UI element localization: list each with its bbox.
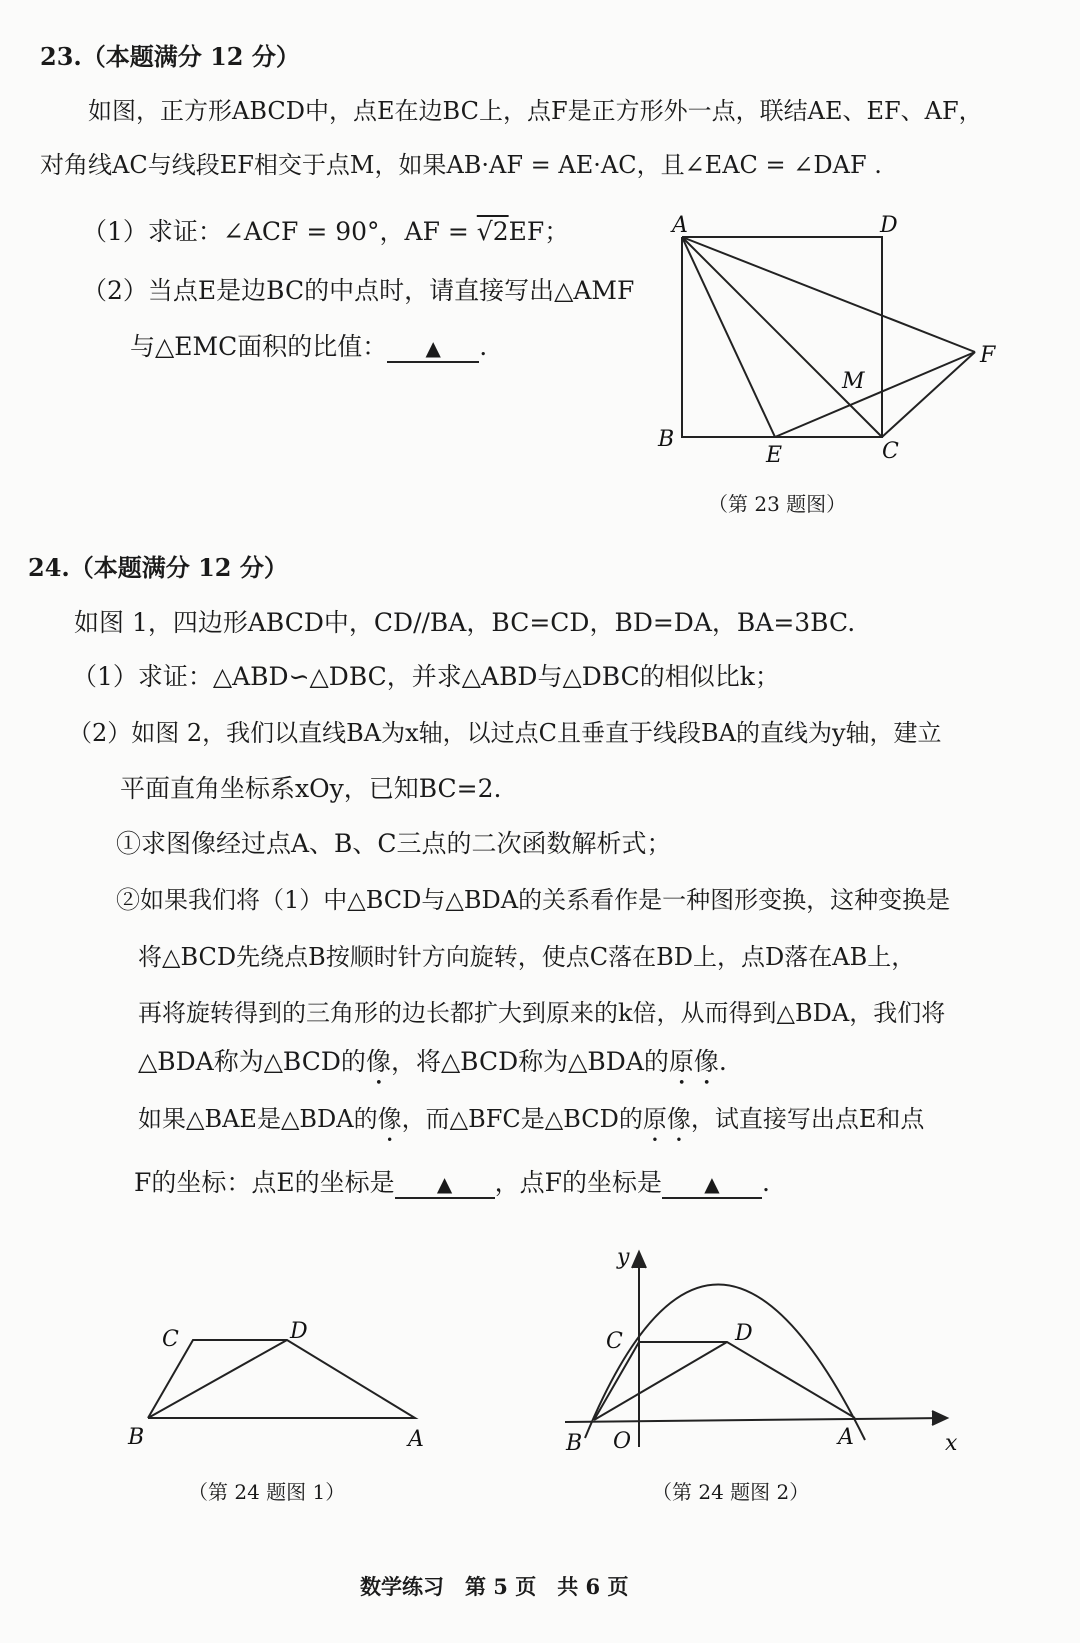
q24-sub2-line3: 再将旋转得到的三角形的边长都扩大到原来的k倍，从而得到△BDA，我们将 <box>138 999 946 1027</box>
label-f-23: F <box>980 343 996 368</box>
label-a-23: A <box>672 213 688 238</box>
term-image-2: 像 <box>377 1105 402 1133</box>
x-axis-arrow <box>932 1411 947 1425</box>
answer-blank-e[interactable]: ▲ <box>395 1171 495 1199</box>
label-a-24-2: A <box>838 1425 854 1450</box>
q23-part2-line1: （2）当点E是边BC的中点时，请直接写出△AMF <box>82 276 635 305</box>
label-d-24-2: D <box>735 1321 753 1346</box>
l4a: △BDA称为△BCD的 <box>138 1047 366 1076</box>
label-b-23: B <box>658 427 675 452</box>
q23-part2-prefix: 与△EMC面积的比值： <box>130 332 388 361</box>
q24-sub2-line2: 将△BCD先绕点B按顺时针方向旋转，使点C落在BD上，点D落在AB上， <box>138 943 916 971</box>
label-d-24-1: D <box>290 1319 308 1344</box>
l5e: ，试直接写出点E和点 <box>690 1105 925 1133</box>
figure-23-caption: （第 23 题图） <box>708 492 847 516</box>
l6a: F的坐标：点E的坐标是 <box>134 1168 395 1197</box>
figure-24-1-caption: （第 24 题图 1） <box>188 1480 346 1504</box>
page-footer: 数学练习 第 5 页 共 6 页 <box>360 1574 629 1599</box>
q23-para1: 如图，正方形ABCD中，点E在边BC上，点F是正方形外一点，联结AE、EF、AF， <box>88 97 983 125</box>
term-image-1: 像 <box>365 1047 391 1076</box>
q24-part2-line1: （2）如图 2，我们以直线BA为x轴，以过点C且垂直于线段BA的直线为y轴，建立 <box>68 719 942 747</box>
q24-part2-line2: 平面直角坐标系xOy，已知BC=2. <box>120 774 502 803</box>
label-a-24-1: A <box>408 1427 424 1452</box>
q24-part1: （1）求证：△ABD∽△DBC，并求△ABD与△DBC的相似比k； <box>72 662 780 691</box>
label-m-23: M <box>842 369 865 394</box>
y-axis-arrow <box>632 1252 646 1268</box>
figure-24-2-caption: （第 24 题图 2） <box>652 1480 810 1504</box>
label-c-24-1: C <box>162 1327 179 1352</box>
label-y: y <box>617 1245 630 1270</box>
answer-blank-f[interactable]: ▲ <box>662 1171 762 1199</box>
l6b: ，点F的坐标是 <box>494 1168 662 1197</box>
l4c: ，将△BCD称为△BDA的 <box>390 1047 669 1076</box>
q24-intro: 如图 1，四边形ABCD中，CD//BA，BC=CD，BD=DA，BA=3BC. <box>74 608 856 637</box>
quad-bcda <box>594 1342 855 1420</box>
label-o: O <box>613 1429 632 1454</box>
q23-part1-prefix: （1）求证：∠ACF = 90°，AF = <box>82 217 477 246</box>
q23-part1-radical: √2 <box>476 217 509 246</box>
label-d-23: D <box>880 213 898 238</box>
l5c: ，而△BFC是△BCD的 <box>401 1105 643 1133</box>
term-preimage-1: 原像 <box>668 1047 719 1076</box>
l4e: . <box>718 1047 727 1076</box>
l5a: 如果△BAE是△BDA的 <box>138 1105 378 1133</box>
label-b-24-1: B <box>128 1425 145 1450</box>
q23-part2-suffix: . <box>479 332 488 361</box>
q24-sub1: ①求图像经过点A、B、C三点的二次函数解析式； <box>116 829 672 858</box>
q23-part1-suffix: EF； <box>508 217 570 246</box>
label-c-23: C <box>882 439 899 464</box>
label-c-24-2: C <box>606 1329 623 1354</box>
q24-header: 24.（本题满分 12 分） <box>28 553 288 582</box>
term-preimage-2: 原像 <box>642 1105 691 1133</box>
answer-blank-23[interactable]: ▲ <box>387 335 479 363</box>
label-b-24-2: B <box>566 1431 583 1456</box>
q24-sub2-line1: ②如果我们将（1）中△BCD与△BDA的关系看作是一种图形变换，这种变换是 <box>116 886 951 914</box>
l6c: . <box>761 1168 770 1197</box>
label-e-23: E <box>766 443 783 468</box>
q23-para2: 对角线AC与线段EF相交于点M，如果AB·AF = AE·AC，且∠EAC = ∠DAF . <box>40 151 882 179</box>
q23-header: 23.（本题满分 12 分） <box>40 42 300 71</box>
x-axis <box>565 1418 945 1422</box>
label-x: x <box>945 1431 958 1456</box>
